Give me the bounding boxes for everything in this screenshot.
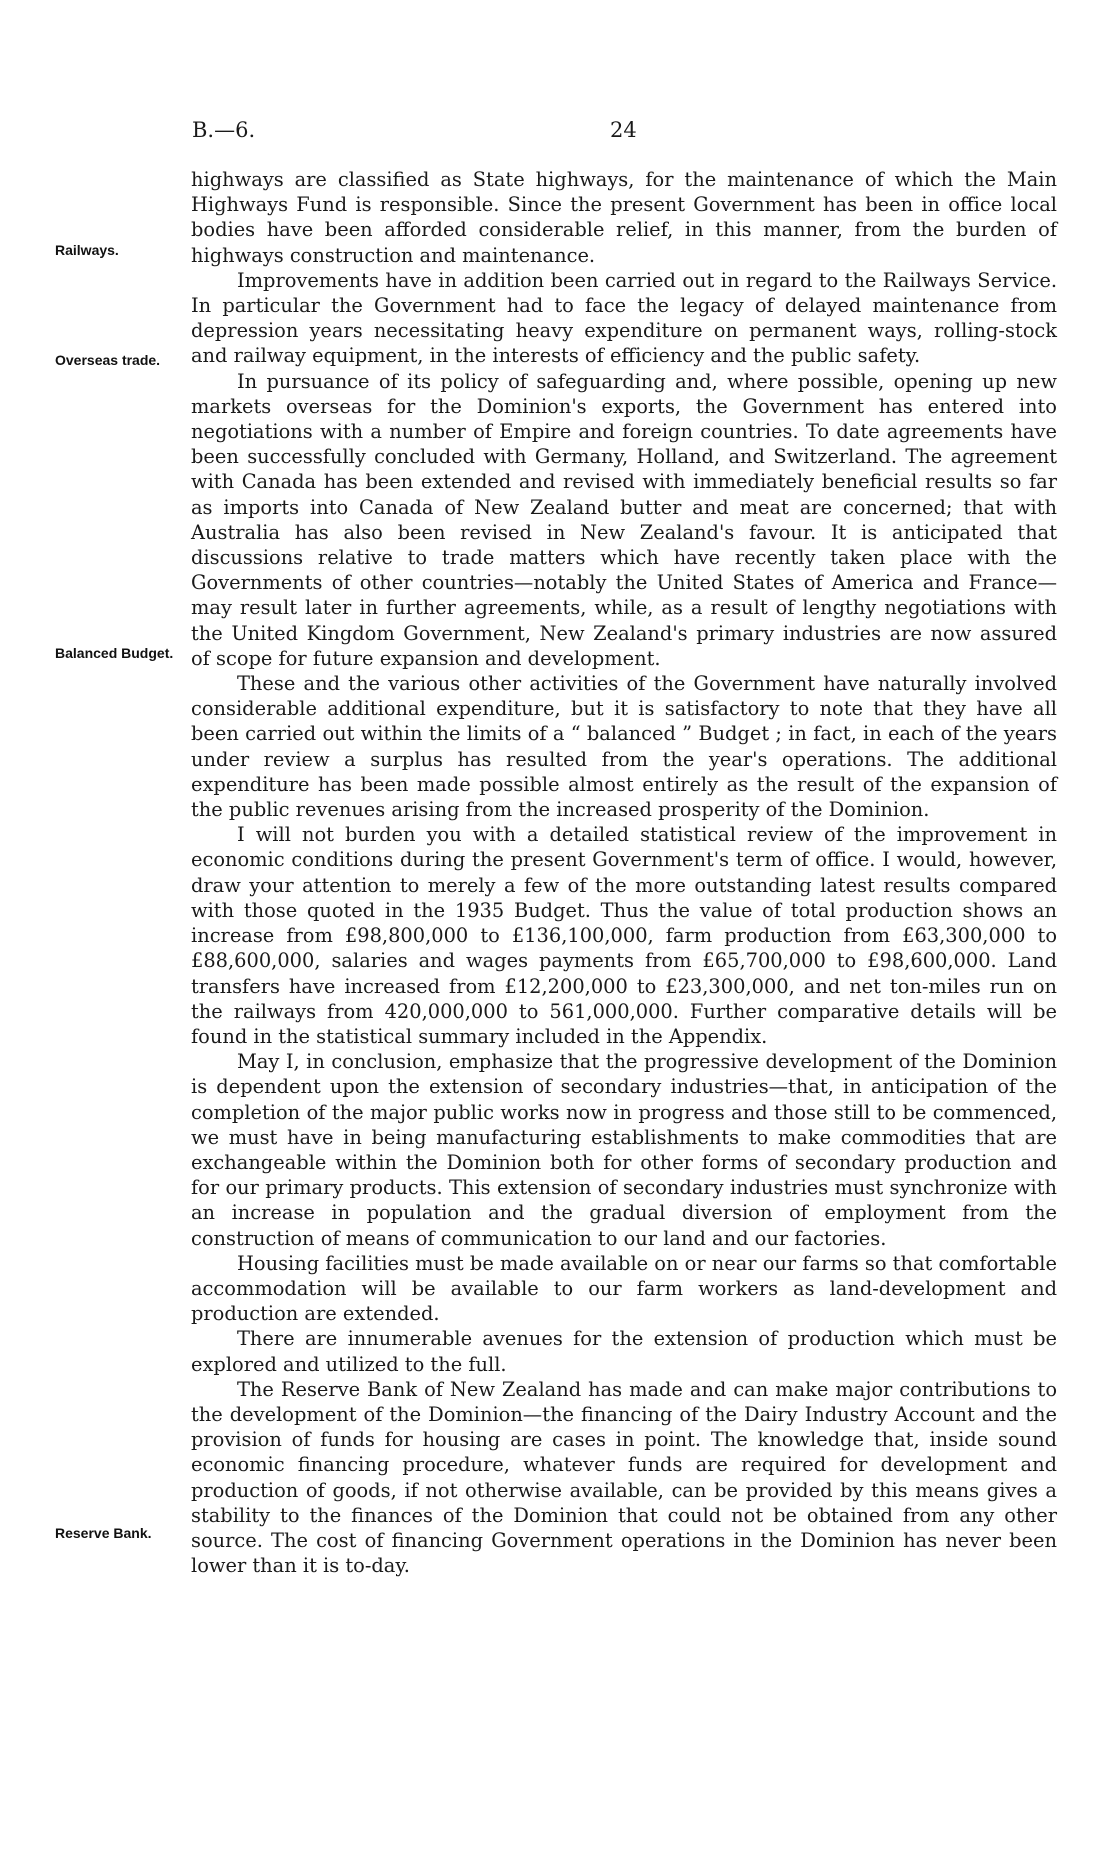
document-code: B.—6. bbox=[192, 118, 256, 142]
paragraph-overseas-trade: In pursuance of its policy of safeguarding and, where possible, opening up new markets overseas for the Dominion's exports, the Government has entered into negotiations with a number of Empire and foreign countries. To date agreements have been successfully concluded with Germany, Holland, and Switzerland. The agreement with Canada has been extended and revised with immediately beneficial results so far as imports into Canada of New Zealand butter and meat are concerned; that with Australia has also been revised in New Zealand's favour. It is anticipated that discussions relative to trade matters which have recently taken place with the Governments of other countries—notably the United States of America and France—may result later in further agreements, while, as a result of lengthy negotiations with the United Kingdom Government, New Zealand's primary industries are now assured of scope for future expansion and development. bbox=[191, 369, 1057, 670]
paragraph-railways: Improvements have in addition been carried out in regard to the Railways Service. In particular the Government had to face the legacy of delayed maintenance from depression years necessitating heavy expenditure on permanent ways, rolling-stock and railway equipment, in the interests of efficiency and the public safety. bbox=[191, 268, 1057, 368]
paragraph-statistics: I will not burden you with a detailed statistical review of the improvement in economic conditions during the present Government's term of office. I would, however, draw your attention to merely a few of the more outstanding latest results compared with those quoted in the 1935 Budget. Thus the value of total production shows an increase from £98,800,000 to £136,100,000, farm production from £63,300,000 to £88,600,000, salaries and wages payments from £65,700,000 to £98,600,000. Land transfers have increased from £12,200,000 to £23,300,000, and net ton-miles run on the railways from 420,000,000 to 561,000,000. Further comparative details will be found in the statistical summary included in the Appendix. bbox=[191, 823, 1057, 1048]
paragraph-balanced-budget: These and the various other activities of the Government have naturally involved considerable additional expenditure, but it is satisfactory to note that they have all been carried out within the limits of a “ balanced ” Budget ; in fact, in each of the years under review a surplus has resulted from the year's operations. The additional expenditure has been made possible almost entirely as the result of the expansion of the public revenues arising from the increased prosperity of the Dominion. bbox=[191, 672, 1057, 822]
paragraph-highways: highways are classified as State highways, for the maintenance of which the Main Highways Fund is responsible. Since the present Government has been in office local bodies have been afforded considerable relief, in this manner, from the burden of highways construction and maintenance. bbox=[191, 168, 1057, 267]
paragraph-reserve-bank: The Reserve Bank of New Zealand has made and can make major contributions to the development of the Dominion—the financing of the Dairy Industry Account and the provision of funds for housing are cases in point. The knowledge that, inside sound economic financing procedure, whatever funds are required for development and production of goods, if not otherwise available, can be provided by this means gives a stability to the finances of the Dominion that could not be obtained from any other source. The cost of financing Government operations in the Dominion has never been lower than it is to-day. bbox=[191, 1377, 1057, 1578]
side-note-balanced-budget: Balanced Budget. bbox=[55, 645, 174, 661]
body-text bbox=[191, 167, 1057, 1578]
side-note-reserve-bank: Reserve Bank. bbox=[55, 1525, 152, 1541]
paragraph-production-avenues: There are innumerable avenues for the extension of production which must be explored and utilized to the full. bbox=[191, 1327, 1057, 1376]
paragraph-housing: Housing facilities must be made available on or near our farms so that comfortable accommodation will be available to our farm workers as land-development and production are extended. bbox=[191, 1251, 1057, 1326]
paragraph-secondary-industries: May I, in conclusion, emphasize that the progressive development of the Dominion is dependent upon the extension of secondary industries—that, in anticipation of the completion of the major public works now in progress and those still to be commenced, we must have in being manufacturing establishments to make commodities that are exchangeable within the Dominion both for other forms of secondary production and for our primary products. This extension of secondary industries must synchronize with an increase in population and the gradual diversion of employment from the construction of means of communication to our land and our factories. bbox=[191, 1050, 1057, 1250]
page-number: 24 bbox=[610, 118, 637, 142]
side-note-overseas-trade: Overseas trade. bbox=[55, 352, 161, 368]
side-note-railways: Railways. bbox=[55, 242, 119, 258]
